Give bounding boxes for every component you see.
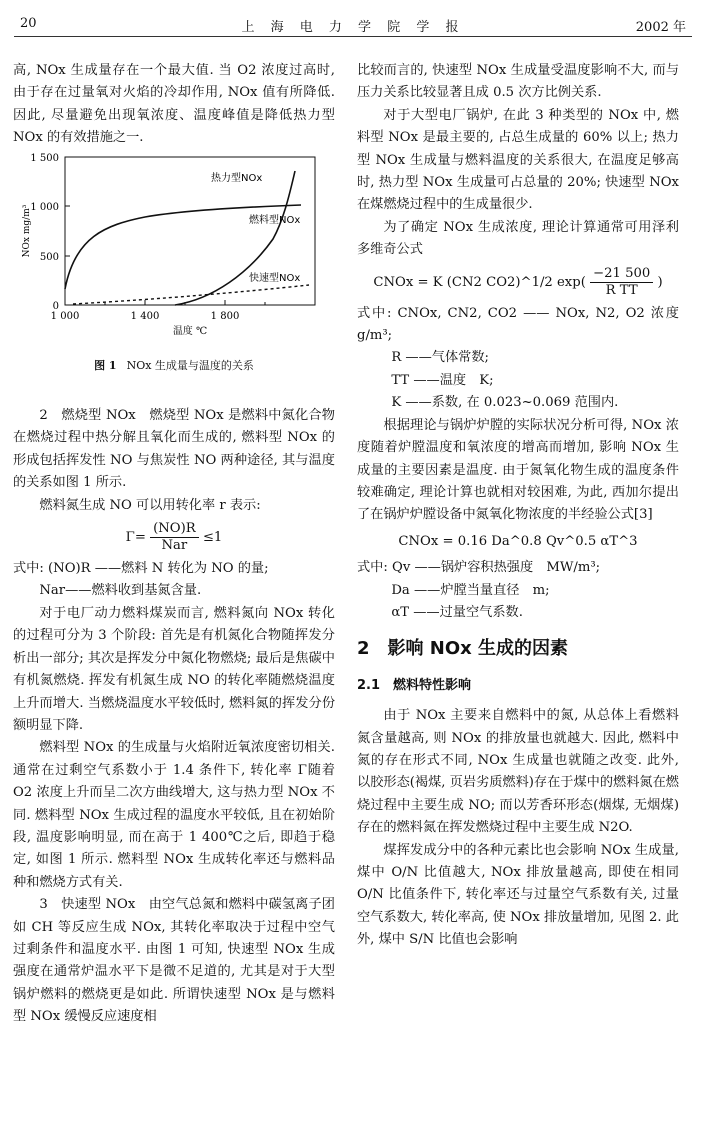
- y-tick: 1 000: [30, 201, 59, 213]
- left-column: [13, 60, 335, 1029]
- paragraph: 由于 NOx 主要来自燃料中的氮, 从总体上看燃料氮含量越高, 则 NOx 的排放量也就越大. 因此, 燃料中氮的存在形式不同, NOx 生成量也就随之改变. 此外, 以胶形态(褐煤, 页岩劣质燃料)存在于煤中的燃料氮在燃烧过程中主要生成 NO; 而以芳香环形态(烟煤, 无烟煤)存在的燃料氮在挥发燃烧过程中主要生成 N2O.: [357, 708, 679, 836]
- symbol-definition: 式中: (NO)R ——燃料 N 转化为 NO 的量;: [13, 561, 269, 577]
- paragraph: 燃料型 NOx 的生成量与火焰附近氧浓度密切相关. 通常在过剩空气系数小于 1.4 条件下, 转化率 Γ随着 O2 浓度上升而呈二次方曲线增大, 这与热力型 NOx 不同. 燃料型 NOx 生成过程的温度水平较低, 且在初始阶段, 温度影响明显, 而在高于 1 400℃之后, 即趋于稳定, 如图 1 所示. 燃料型 NOx 生成转化率还与燃料品种和燃烧方式有关.: [13, 740, 335, 890]
- issue-year: 2002 年: [635, 20, 686, 35]
- curve-label: 快速型NOx: [249, 272, 301, 284]
- y-axis-label: NOx mg/m³: [22, 204, 32, 257]
- figure-1: [13, 153, 335, 351]
- symbol-definition: R ——气体常数;: [391, 350, 490, 366]
- symbol-definition: Nar——燃料收到基氮含量.: [39, 583, 202, 599]
- paragraph: 为了确定 NOx 生成浓度, 理论计算通常可用泽利多维奇公式: [357, 219, 679, 258]
- paragraph: 对于大型电厂锅炉, 在此 3 种类型的 NOx 中, 燃料型 NOx 是最主要的, 占总生成量的 60% 以上; 热力型 NOx 生成量与燃料温度的关系很大, 在温度足够高时, 热力型 NOx 生成量可占总量的 20%; 快速型 NOx 在煤燃烧过程中的生成量很少.: [357, 107, 679, 213]
- paragraph: 煤挥发成分中的各种元素比也会影响 NOx 生成量, 煤中 O/N 比值越大, NOx 排放量越高, 即使在相同 O/N 比值条件下, 转化率还与过量空气系数有关, 过量空气系数大, 转化率高, 使 NOx 排放量增加, 见图 2. 此外, 煤中 S/N 比值也会影响: [357, 842, 679, 948]
- subsection-heading: 2.1 燃料特性影响: [357, 677, 472, 693]
- x-tick: 1 400: [130, 310, 160, 322]
- running-header: [14, 14, 692, 37]
- paragraph: 3 快速型 NOx 由空气总氮和燃料中碳氢离子团如 CH 等反应生成 NOx, 其转化率取决于过程中空气过剩条件和温度水平. 由图 1 可知, 快速型 NOx 生成强度在通常炉温水平下是微不足道的, 尤其是对于大型锅炉燃料的燃烧更是如此. 所谓快速型 NOx 是与燃料型 NOx 缓慢反应速度相: [13, 897, 335, 1025]
- symbol-definition: Da ——炉膛当量直径 m;: [391, 582, 550, 598]
- symbol-definition: 式中: CNOx, CN2, CO2 —— NOx, N2, O2 浓度 g/m³;: [357, 305, 693, 344]
- x-axis-label: 温度 ℃: [172, 325, 208, 337]
- paragraph: 比较而言的, 快速型 NOx 生成量受温度影响不大, 而与压力关系比较显著且成 0.5 次方比例关系.: [357, 63, 679, 101]
- paragraph: 2 燃烧型 NOx 燃烧型 NOx 是燃料中氮化合物在燃烧过程中热分解且氧化而生成的, 燃料型 NOx 的形成包括挥发性 NO 与焦炭性 NO 两种途径, 其与温度的关系如图 1 所示.: [13, 408, 335, 491]
- equation-semi-empirical: CNOx = 0.16 Da^0.8 Qv^0.5 αT^3: [398, 533, 638, 549]
- right-column: [357, 60, 693, 952]
- thermal-nox-curve: [175, 171, 295, 305]
- paragraph: 高, NOx 生成量存在一个最大值. 当 O2 浓度过高时, 由于存在过量氧对火焰的冷却作用, NOx 值有所降低. 因此, 尽量避免出现氧浓度、温度峰值是降低热力型 NOx 的有效措施之一.: [13, 63, 335, 146]
- figure-caption: 图 1 NOx 生成量与温度的关系: [94, 358, 254, 372]
- nox-temperature-chart: [13, 153, 335, 351]
- y-tick: 500: [39, 251, 59, 263]
- journal-title: 上 海 电 力 学 院 学 报: [241, 20, 465, 35]
- section-heading: 2 影响 NOx 生成的因素: [357, 638, 569, 660]
- symbol-definition: TT ——温度 K;: [391, 372, 494, 388]
- paragraph: 对于电厂动力燃料煤炭而言, 燃料氮向 NOx 转化的过程可分为 3 个阶段: 首先是有机氮化合物随挥发分析出一部分; 其次是挥发分中氮化物燃烧; 最后是焦碳中有机氮燃烧. 挥发有机氮生成 NO 的转化率随燃烧温度上升而增大. 当燃烧温度水平较低时, 燃料氮的挥发分份额明显下降.: [13, 605, 335, 733]
- paragraph: 根据理论与锅炉炉膛的实际状况分析可得, NOx 浓度随着炉膛温度和氧浓度的增高而增加, 影响 NOx 生成量的主要因素是温度. 由于氮氧化物生成的温度条件较难确定, 理论计算也就相对较困难, 为此, 西加尔提出了在锅炉炉膛设备中氮氧化物浓度的半经验公式[3]: [357, 417, 679, 523]
- y-tick: 1 500: [30, 152, 59, 164]
- y-tick: 0: [52, 300, 59, 312]
- page-number: 20: [20, 16, 37, 31]
- equation-zeldovich: CNOx = K (CN2 CO2)^1/2 exp( $\frac{-21 500}{\text{R TT}}$ ): [373, 265, 663, 298]
- x-tick: 1 000: [50, 310, 80, 322]
- symbol-definition: 式中: Qv ——锅炉容积热强度 MW/m³;: [357, 560, 601, 576]
- x-tick: 1 800: [210, 310, 240, 322]
- symbol-definition: K ——系数, 在 0.023~0.069 范围内.: [391, 395, 619, 411]
- symbol-definition: αT ——过量空气系数.: [391, 604, 523, 620]
- equation-conversion-rate: Γ= $\frac{(NO)R}{\text{Nar}}$ ≤1: [125, 521, 223, 554]
- curve-label: 热力型NOx: [211, 172, 263, 184]
- paragraph: 燃料氮生成 NO 可以用转化率 r 表示:: [39, 497, 261, 513]
- curve-label: 燃料型NOx: [249, 214, 301, 226]
